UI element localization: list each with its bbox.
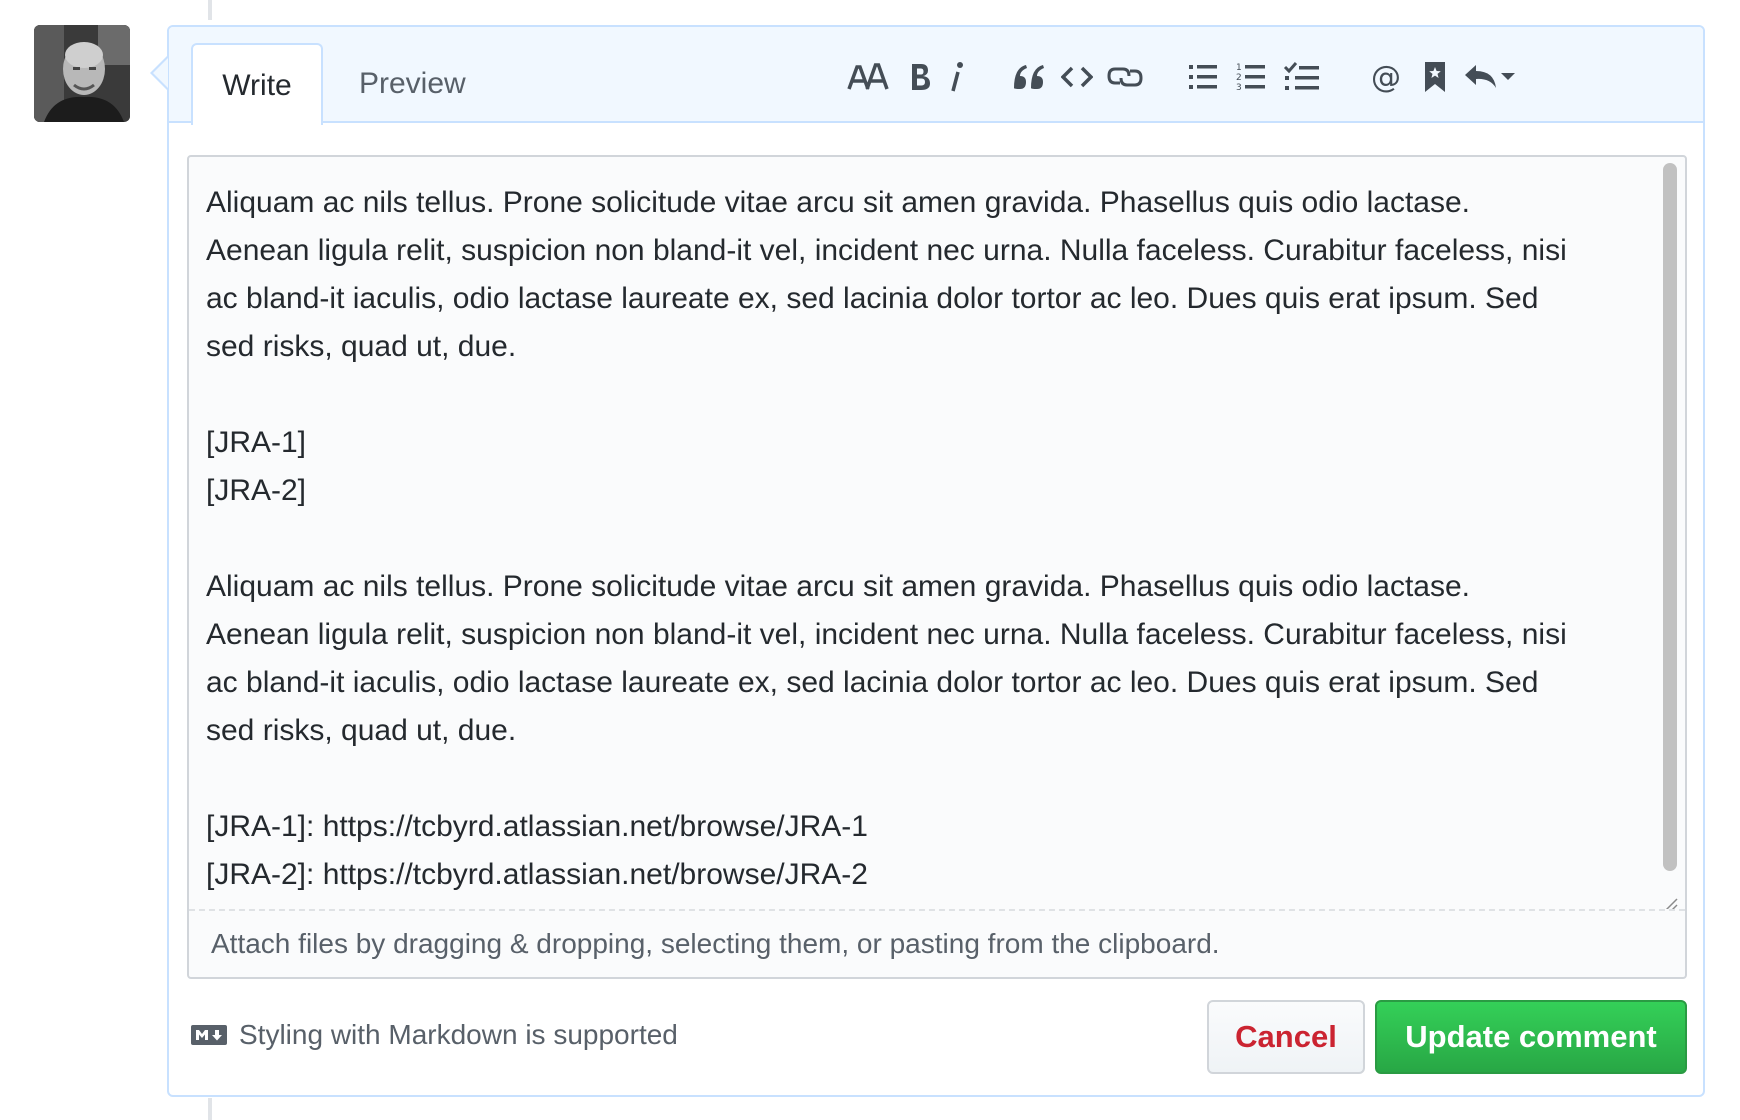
timeline-line-top xyxy=(208,0,212,20)
textarea-line: [JRA-1]: https://tcbyrd.atlassian.net/browse/JRA-1 xyxy=(206,810,868,843)
textarea-line: ac bland-it iaculis, odio lactase laureate ex, sed lacinia dolor tortor ac leo. Dues quis erat ipsum. Sed xyxy=(206,666,1539,699)
code-icon xyxy=(1061,64,1093,90)
quote-button[interactable] xyxy=(1007,53,1051,101)
bulleted-list-icon xyxy=(1187,62,1219,92)
markdown-toolbar xyxy=(169,53,1703,101)
quote-icon xyxy=(1012,62,1046,92)
textarea-line: [JRA-2] xyxy=(206,474,307,507)
code-button[interactable] xyxy=(1055,53,1099,101)
svg-text:3: 3 xyxy=(1236,83,1242,93)
avatar[interactable] xyxy=(34,25,130,122)
textarea-line: Aenean ligula relit, suspicion non bland-it vel, incident nec urna. Nulla faceless. Curabitur faceless, nisi xyxy=(206,234,1567,267)
textarea-line: Aliquam ac nils tellus. Prone solicitude vitae arcu sit amen gravida. Phasellus quis odio lactase. xyxy=(206,186,1470,219)
write-area xyxy=(187,155,1687,979)
textarea-scrollbar[interactable] xyxy=(1661,163,1679,883)
italic-button[interactable] xyxy=(935,53,979,101)
comment-header xyxy=(169,27,1703,123)
link-icon xyxy=(1106,64,1144,90)
header-text-button[interactable] xyxy=(843,53,895,101)
svg-text:2: 2 xyxy=(1236,73,1242,83)
svg-text:1: 1 xyxy=(1236,63,1242,73)
bold-icon xyxy=(909,61,933,93)
textarea-line: Aenean ligula relit, suspicion non bland-it vel, incident nec urna. Nulla faceless. Curabitur faceless, nisi xyxy=(206,618,1567,651)
task-list-button[interactable] xyxy=(1277,53,1327,101)
header-text-icon xyxy=(847,59,891,95)
update-comment-button[interactable]: Update comment xyxy=(1375,1000,1687,1074)
textarea-line: sed risks, quad ut, due. xyxy=(206,330,517,363)
textarea-line xyxy=(206,371,1649,419)
tab-preview[interactable]: Preview xyxy=(359,67,466,100)
task-list-icon xyxy=(1283,61,1321,93)
cancel-button[interactable]: Cancel xyxy=(1207,1000,1365,1074)
textarea-line xyxy=(206,755,1649,803)
reply-button[interactable] xyxy=(1459,53,1519,101)
timeline-line-bottom xyxy=(208,1098,212,1120)
tab-write[interactable]: Write xyxy=(191,43,323,125)
svg-text:@: @ xyxy=(1371,60,1401,94)
scrollbar-thumb[interactable] xyxy=(1663,163,1677,871)
textarea-line: [JRA-1] xyxy=(206,426,307,459)
markdown-icon xyxy=(191,1023,227,1047)
file-dropzone[interactable]: Attach files by dragging & dropping, selecting them, or pasting from the clipboard. xyxy=(189,909,1685,977)
textarea-line xyxy=(206,515,1649,563)
saved-reply-icon xyxy=(1423,60,1447,94)
numbered-list-button[interactable] xyxy=(1229,53,1273,101)
numbered-list-icon xyxy=(1235,61,1267,93)
textarea-line: Aliquam ac nils tellus. Prone solicitude vitae arcu sit amen gravida. Phasellus quis odio lactase. xyxy=(206,570,1470,603)
mention-icon xyxy=(1370,60,1404,94)
mention-button[interactable] xyxy=(1365,53,1409,101)
textarea-line: sed risks, quad ut, due. xyxy=(206,714,517,747)
link-button[interactable] xyxy=(1103,53,1147,101)
comment-form xyxy=(167,25,1705,1097)
comment-textarea[interactable] xyxy=(189,157,1685,909)
markdown-note[interactable] xyxy=(191,1017,678,1053)
italic-icon xyxy=(947,60,967,94)
avatar-image xyxy=(34,25,130,122)
bulleted-list-button[interactable] xyxy=(1181,53,1225,101)
reply-icon xyxy=(1462,62,1516,92)
textarea-line: ac bland-it iaculis, odio lactase laureate ex, sed lacinia dolor tortor ac leo. Dues quis erat ipsum. Sed xyxy=(206,282,1539,315)
saved-reply-button[interactable] xyxy=(1413,53,1457,101)
textarea-line: [JRA-2]: https://tcbyrd.atlassian.net/browse/JRA-2 xyxy=(206,858,868,891)
comment-caret-fill xyxy=(153,58,168,88)
markdown-note-text: Styling with Markdown is supported xyxy=(239,1019,678,1050)
